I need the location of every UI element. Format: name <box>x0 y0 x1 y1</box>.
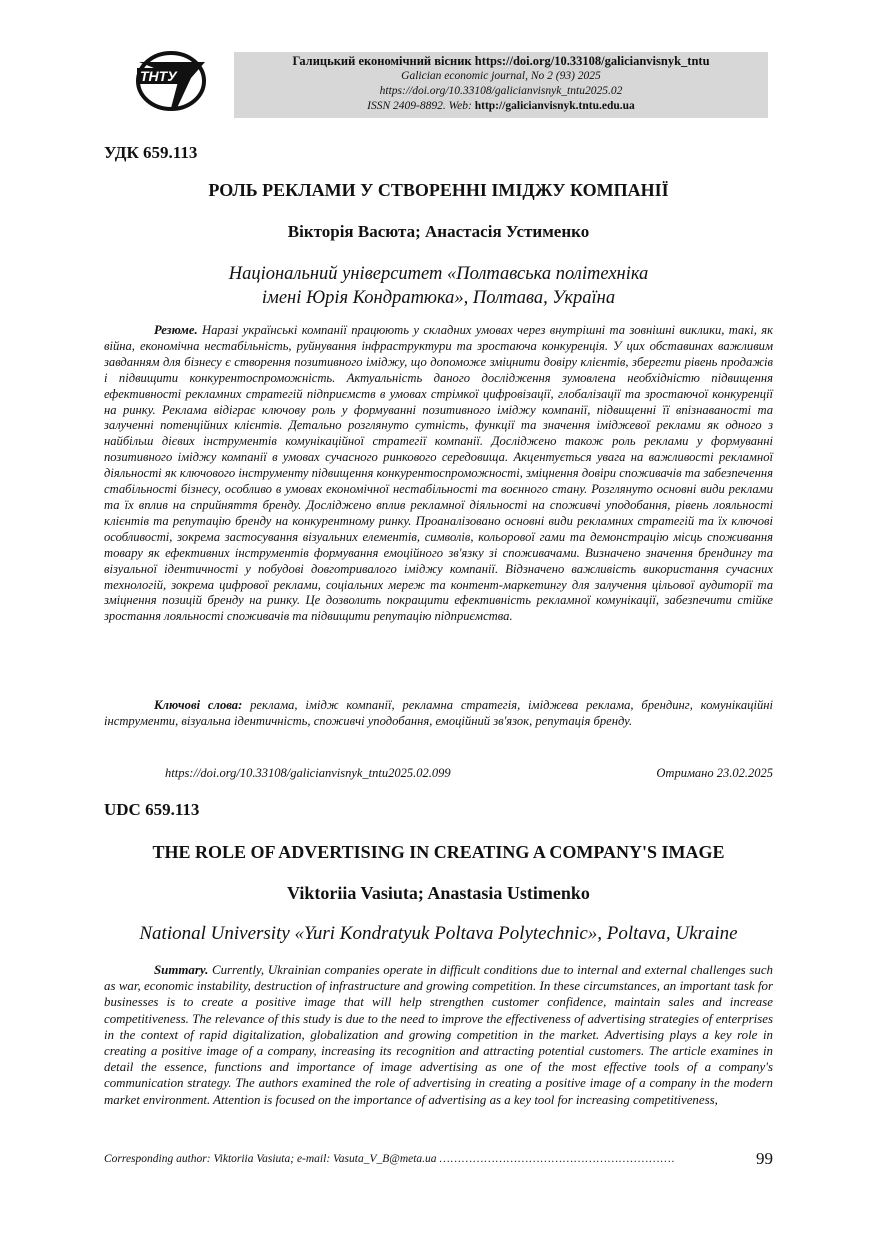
abstract-ua <box>104 323 773 625</box>
keywords-ua <box>104 698 773 730</box>
footer-dots: ……………………………………………..………. <box>439 1153 676 1165</box>
affiliation-ua-line2: імені Юрія Кондратюка», Полтава, Україна <box>261 288 616 308</box>
journal-web-link[interactable]: http://galicianvisnyk.tntu.edu.ua <box>474 100 635 112</box>
article-title-en: THE ROLE OF ADVERTISING IN CREATING A COMPANY'S IMAGE <box>152 842 725 862</box>
journal-issn-line <box>234 99 768 114</box>
authors-en: Viktoriia Vasiuta; Anastasia Ustimenko <box>287 883 590 903</box>
received-date: Отримано 23.02.2025 <box>656 766 773 780</box>
summary-text-en: Currently, Ukrainian companies operate in difficult conditions due to internal and external challenges such as war, economic instability, destruction of infrastructure and growing competition. In these circumstances, an important task for businesses is to create a positive image that will help strengthen customer confidence, maintain sales and increase competitiveness. The relevance of this study is due to the need to improve the effectiveness of advertising strategies of enterprises in the context of rapid digitalization, globalization and growing competition in the market. Advertising plays a key role in creating a positive image of a company, increasing its recognition and attracting potential customers. The article examines in detail the essence, functions and importance of image advertising as one of the most effective tools of a company's communication strategy. The authors examined the role of advertising in creating a positive image of a company in the modern market environment. Attention is focused on the importance of advertising as a key tool for increasing competitiveness, <box>104 963 773 1107</box>
corresponding-author: Corresponding author: Viktoriia Vasiuta; e-mail: Vasuta_V_B@meta.ua <box>104 1153 437 1165</box>
journal-doi-line: https://doi.org/10.33108/galicianvisnyk_tntu2025.02 <box>379 85 623 97</box>
journal-issue-line: Galician economic journal, No 2 (93) 2025 <box>401 70 601 82</box>
tntu-logo-icon <box>133 48 211 112</box>
keywords-text-ua: реклама, імідж компанії, рекламна стратегія, іміджева реклама, брендинг, комунікаційні інструменти, візуальна ідентичність, споживчі уподобання, емоційний зв'язок, репутація бренду. <box>104 698 773 728</box>
page-footer <box>104 1149 773 1168</box>
page-number: 99 <box>756 1149 773 1168</box>
udk-code: УДК 659.113 <box>104 143 198 162</box>
keywords-label-ua: Ключові слова: <box>154 698 243 712</box>
journal-header-banner <box>234 52 768 118</box>
logo-text: ТНТУ <box>140 68 177 84</box>
affiliation-ua-line1: Національний університет «Полтавська політехніка <box>228 264 649 284</box>
authors-ua: Вікторія Васюта; Анастасія Устименко <box>287 222 590 241</box>
summary-label-en: Summary. <box>154 963 209 977</box>
journal-logo <box>133 48 211 112</box>
summary-label-ua: Резюме. <box>154 323 198 337</box>
abstract-en <box>104 962 773 1108</box>
article-title-ua: РОЛЬ РЕКЛАМИ У СТВОРЕННІ ІМІДЖУ КОМПАНІЇ <box>208 180 669 200</box>
affiliation-en: National University «Yuri Kondratyuk Poltava Polytechnic», Poltava, Ukraine <box>139 923 738 944</box>
article-doi-link[interactable]: https://doi.org/10.33108/galicianvisnyk_tntu2025.02.099 <box>165 766 451 780</box>
issn-text: ISSN 2409-8892. Web: <box>367 100 475 112</box>
udc-code: UDC 659.113 <box>104 800 200 819</box>
journal-title-line: Галицький економічний вісник https://doi.org/10.33108/galicianvisnyk_tntu <box>292 54 710 68</box>
affiliation-ua <box>104 262 773 310</box>
summary-text-ua: Наразі українські компанії працюють у складних умовах через внутрішні та зовнішні виклики, такі, як війна, економічна нестабільність, руйнування інфраструктури та зростаюча конкуренція. У цих обставинах важливим завданням для бізнесу є створення позитивного іміджу, що допоможе зміцнити довіру клієнтів, зберегти рівень продажів і підвищити конкурентоспроможність. Актуальність даного дослідження зумовлена необхідністю підвищення ефективності рекламних стратегій підприємств в умовах стрімкої цифровізації, глобалізації та зростаючої конкуренції на ринку. Реклама відіграє ключову роль у формуванні позитивного іміджу компанії, підвищенні її впізнаваності та залученні потенційних клієнтів. Детально розглянуто сутність, функції та значення іміджевої реклами як одного з найбільш дієвих інструментів комунікаційної стратегії компанії. Досліджено також роль реклами у формуванні позитивного іміджу компанії в умовах сучасного ринкового середовища. Акцентується увага на важливості рекламної діяльності як ключового інструменту підвищення конкурентоспроможності, зміцнення довіри споживачів та забезпечення стабільності бізнесу, особливо в умовах економічної нестабільності та воєнного стану. Розглянуто основні види реклами та їх вплив на сприйняття бренду. Досліджено вплив рекламної діяльності на споживчі уподобання, рівень лояльності клієнтів та репутацію бренду на конкурентному ринку. Проаналізовано основні види рекламних стратегій та їх ключові особливості, зокрема застосування візуальних елементів, символів, кольорової гами та демонстрацію місць споживання товару як ефективних інструментів формування емоційного зв'язку зі споживачами. Визначено значення брендингу та візуальної ідентичності у побудові довготривалого іміджу компанії. Відзначено важливість використання сучасних технологій, зокрема цифрової реклами, соціальних мереж та контент-маркетингу для залучення цільової аудиторії та зміцнення позицій бренду на ринку. Це дозволить покращити ефективність рекламної комунікації, забезпечити стійке зростання лояльності споживачів та підвищити репутацію підприємства. <box>104 323 773 624</box>
